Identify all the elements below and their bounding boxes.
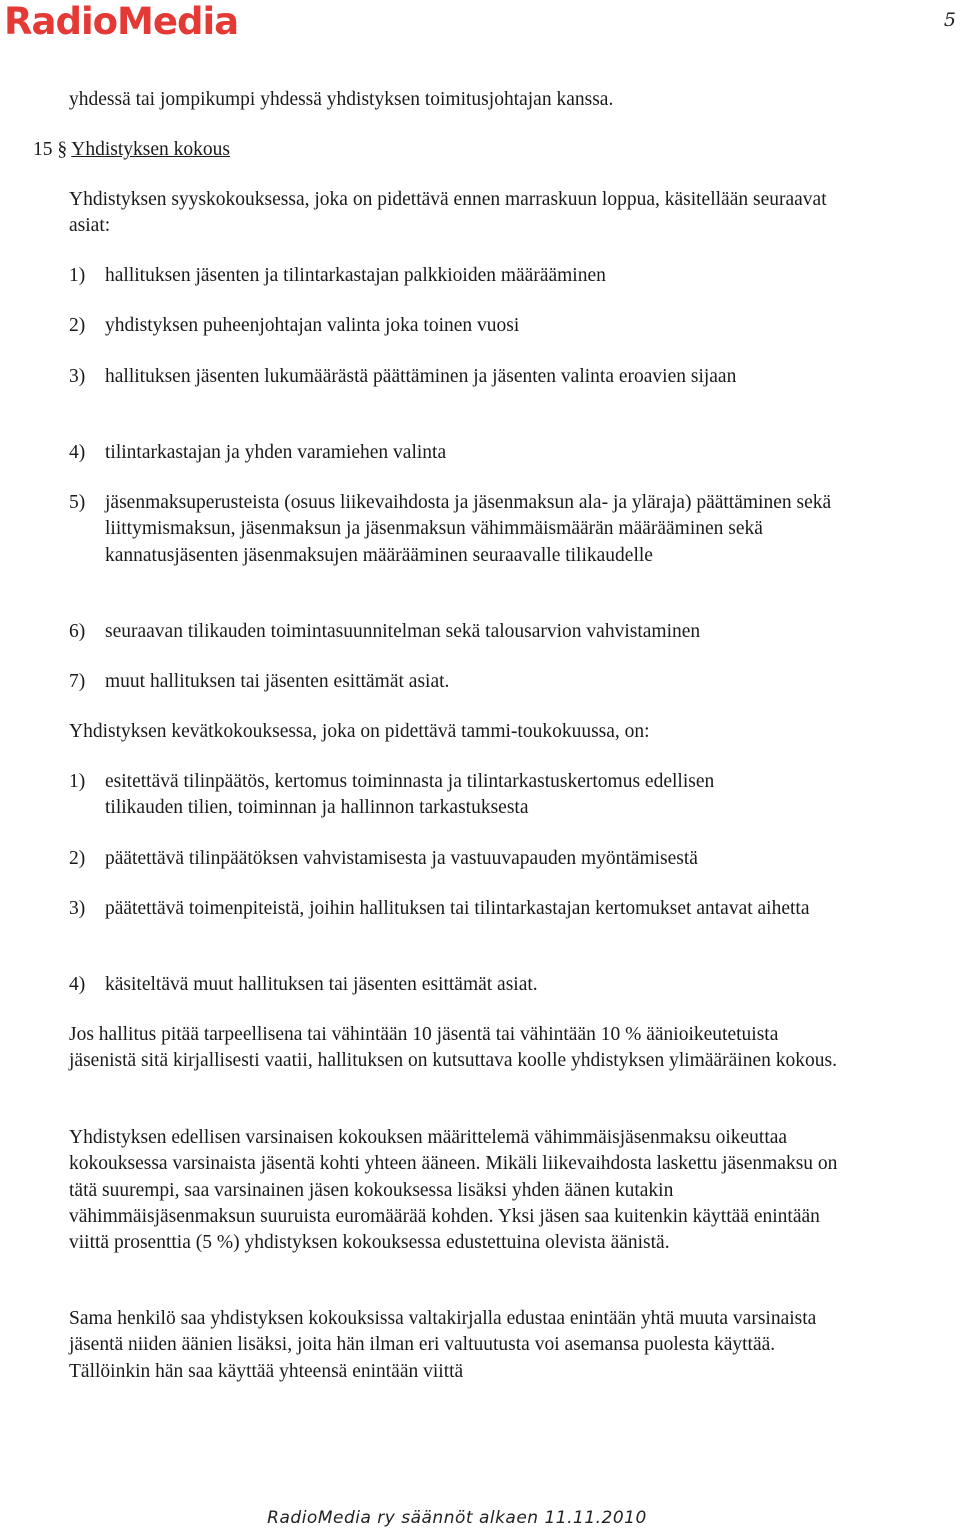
list-item-number: 2) (69, 848, 86, 869)
list-item-number: 3) (69, 898, 86, 919)
list-item-text: hallituksen jäsenten lukumäärästä päättäminen ja jäsenten valinta eroavien sijaan (105, 366, 737, 387)
intro-line: yhdessä tai jompikumpi yhdessä yhdistyksen toimitusjohtajan kanssa. (69, 89, 614, 110)
list-item (69, 896, 859, 922)
autumn-meeting-intro: Yhdistyksen syyskokouksessa, joka on pidettävä ennen marraskuun loppua, käsitellään seuraavat asiat: (69, 189, 827, 237)
list-item-number: 4) (69, 442, 86, 463)
list-item-text: esitettävä tilinpäätös, kertomus toiminnasta ja tilintarkastuskertomus edellisen tilikauden tilien, toiminnan ja hallinnon tarkastuksesta (105, 771, 715, 819)
list-item (69, 846, 859, 872)
list-item (69, 364, 859, 390)
spring-meeting-intro: Yhdistyksen kevätkokouksessa, joka on pidettävä tammi-toukokuussa, on: (69, 721, 650, 742)
list-item-text: tilintarkastajan ja yhden varamiehen valinta (105, 442, 447, 463)
list-item-number: 2) (69, 315, 86, 336)
list-item-number: 6) (69, 621, 86, 642)
section-number: 15 § (33, 139, 68, 160)
paragraph-voting-rights: Yhdistyksen edellisen varsinaisen kokouksen määrittelemä vähimmäisjäsenmaksu oikeuttaa kokouksessa varsinaista jäsentä kohti yhteen ääneen. Mikäli liikevaihdosta laskettu jäsenmaksu on tätä suurempi, saa varsinainen jäsen kokouksessa lisäksi yhden äänen kutakin vähimmäisjäsenmaksun suuruista euromäärää kohden. Yksi jäsen saa kuitenkin käyttää enintään viittä prosenttia (5 %) yhdistyksen kokouksessa edustettuina olevista äänistä. (69, 1127, 838, 1254)
section-heading (33, 137, 833, 163)
page-footer: RadioMedia ry säännöt alkaen 11.11.2010 (267, 1508, 647, 1528)
list-item-text: päätettävä tilinpäätöksen vahvistamisesta ja vastuuvapauden myöntämisestä (105, 848, 698, 869)
list-item-number: 5) (69, 492, 86, 513)
list-item-text: päätettävä toimenpiteistä, joihin hallituksen tai tilintarkastajan kertomukset antavat aihetta (105, 898, 810, 919)
list-item-text: yhdistyksen puheenjohtajan valinta joka toinen vuosi (105, 315, 520, 336)
list-item-number: 7) (69, 671, 86, 692)
list-item (69, 972, 859, 998)
section-title: Yhdistyksen kokous (71, 139, 230, 160)
list-item-number: 1) (69, 771, 86, 792)
list-item (69, 669, 859, 695)
list-item-text: jäsenmaksuperusteista (osuus liikevaihdosta ja jäsenmaksun ala- ja yläraja) päättäminen sekä liittymismaksun, jäsenmaksun ja jäsenmaksun vähimmäismäärän määrääminen sekä kannatusjäsenten jäsenmaksujen määrääminen seuraavalle tilikaudelle (105, 492, 832, 566)
paragraph-extraordinary-meeting: Jos hallitus pitää tarpeellisena tai vähintään 10 jäsentä tai vähintään 10 % äänioikeutetuista jäsenistä sitä kirjallisesti vaatii, hallituksen on kutsuttava koolle yhdistyksen ylimääräinen kokous. (69, 1024, 837, 1072)
list-item-text: käsiteltävä muut hallituksen tai jäsenten esittämät asiat. (105, 974, 538, 995)
radiomedia-logo: RadioMedia (4, 0, 239, 43)
list-item-text: hallituksen jäsenten ja tilintarkastajan palkkioiden määrääminen (105, 265, 606, 286)
list-item (69, 619, 859, 645)
list-item-text: seuraavan tilikauden toimintasuunnitelman sekä talousarvion vahvistaminen (105, 621, 701, 642)
list-item (69, 769, 859, 822)
list-item-number: 4) (69, 974, 86, 995)
list-item (69, 490, 859, 569)
list-item (69, 313, 859, 339)
list-item (69, 263, 859, 289)
list-item-number: 1) (69, 265, 86, 286)
list-item (69, 440, 859, 466)
page-number: 5 (943, 9, 956, 31)
list-item-number: 3) (69, 366, 86, 387)
paragraph-proxy: Sama henkilö saa yhdistyksen kokouksissa valtakirjalla edustaa enintään yhtä muuta varsinaista jäsentä niiden äänien lisäksi, joita hän ilman eri valtuutusta voi asemansa puolesta käyttää. Tällöinkin hän saa käyttää yhteensä enintään viittä (69, 1308, 817, 1382)
list-item-text: muut hallituksen tai jäsenten esittämät asiat. (105, 671, 450, 692)
